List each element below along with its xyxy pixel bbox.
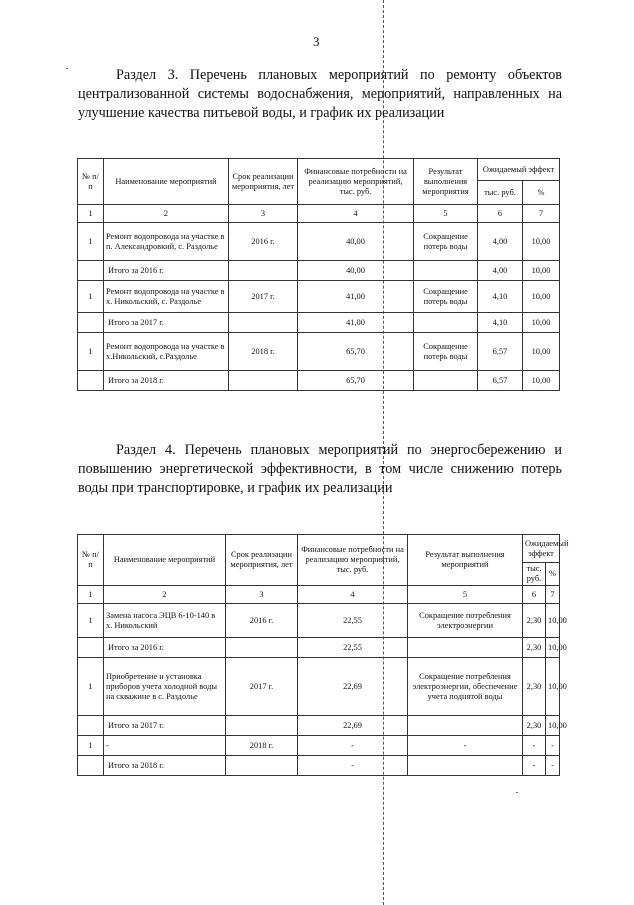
result-cell: Сокращение потерь воды bbox=[414, 223, 478, 261]
effect-pct-cell: 10,00 bbox=[523, 313, 560, 333]
column-index-cell: 3 bbox=[229, 205, 298, 223]
column-index-cell: 1 bbox=[78, 586, 104, 604]
column-index-row bbox=[78, 586, 560, 604]
column-index-cell: 7 bbox=[546, 586, 560, 604]
event-name-cell: Итого за 2016 г. bbox=[104, 638, 226, 658]
result-cell: Сокращение потерь воды bbox=[414, 281, 478, 313]
result-cell bbox=[414, 313, 478, 333]
effect-rub-cell: 2,30 bbox=[523, 658, 546, 716]
result-cell: - bbox=[408, 736, 523, 756]
finance-cell: 41,00 bbox=[298, 281, 414, 313]
column-index-cell: 1 bbox=[78, 205, 104, 223]
event-name-cell: Итого за 2017 г. bbox=[104, 313, 229, 333]
event-name-cell: Итого за 2016 г. bbox=[104, 261, 229, 281]
finance-cell: 22,69 bbox=[298, 716, 408, 736]
effect-pct-cell: - bbox=[546, 756, 560, 776]
term-cell: 2016 г. bbox=[226, 604, 298, 638]
column-index-cell: 5 bbox=[414, 205, 478, 223]
effect-pct-cell: 10,00 bbox=[523, 223, 560, 261]
section-4-heading: Раздел 4. Перечень плановых мероприятий по энергосбережению и повышению энергетической эффективности, в том числе снижению потерь воды при транспортировке, и график их реализации bbox=[78, 442, 562, 496]
row-number-cell bbox=[78, 756, 104, 776]
finance-cell: 41,00 bbox=[298, 313, 414, 333]
total-row bbox=[78, 756, 560, 776]
finance-cell: 40,00 bbox=[298, 261, 414, 281]
header-name: Наименование мероприятий bbox=[104, 535, 226, 586]
row-number-cell: 1 bbox=[78, 223, 104, 261]
header-name: Наименование мероприятий bbox=[104, 159, 229, 205]
section-3-table bbox=[77, 158, 560, 391]
event-name-cell: Ремонт водопровода на участке в п. Александровкий, с. Раздолье bbox=[104, 223, 229, 261]
page-number: 3 bbox=[313, 34, 320, 49]
row-number-cell: 1 bbox=[78, 281, 104, 313]
event-name-cell: Итого за 2018 г. bbox=[104, 756, 226, 776]
term-cell bbox=[229, 261, 298, 281]
header-effect: Ожидаемый эффект bbox=[478, 159, 560, 181]
table-row bbox=[78, 736, 560, 756]
result-cell: Сокращение потребления электроэнергии bbox=[408, 604, 523, 638]
header-num: № п/п bbox=[78, 535, 104, 586]
event-name-cell: Ремонт водопровода на участке в х. Никольский, с. Раздолье bbox=[104, 281, 229, 313]
header-term: Срок реализации мероприятия, лет bbox=[229, 159, 298, 205]
section-4-table bbox=[77, 534, 569, 776]
result-cell bbox=[408, 638, 523, 658]
term-cell: 2018 г. bbox=[226, 736, 298, 756]
row-number-cell bbox=[78, 313, 104, 333]
effect-rub-cell: 2,30 bbox=[523, 604, 546, 638]
effect-rub-cell: 6,57 bbox=[478, 371, 523, 391]
effect-pct-cell: 10,00 bbox=[546, 716, 560, 736]
column-index-cell: 6 bbox=[523, 586, 546, 604]
effect-pct-cell: - bbox=[546, 736, 560, 756]
row-number-cell: 1 bbox=[78, 604, 104, 638]
finance-cell: 65,70 bbox=[298, 333, 414, 371]
finance-cell: 22,55 bbox=[298, 638, 408, 658]
row-number-cell: 1 bbox=[78, 736, 104, 756]
term-cell: 2017 г. bbox=[229, 281, 298, 313]
effect-pct-cell: 10,00 bbox=[523, 333, 560, 371]
row-number-cell bbox=[78, 371, 104, 391]
table-row bbox=[78, 333, 560, 371]
table-row bbox=[78, 604, 560, 638]
term-cell: 2018 г. bbox=[229, 333, 298, 371]
column-index-cell: 3 bbox=[226, 586, 298, 604]
header-finance: Финансовые потребности на реализацию мероприятий, тыс. руб. bbox=[298, 535, 408, 586]
effect-rub-cell: 2,30 bbox=[523, 638, 546, 658]
column-index-cell: 2 bbox=[104, 205, 229, 223]
effect-rub-cell: - bbox=[523, 736, 546, 756]
column-index-cell: 7 bbox=[523, 205, 560, 223]
column-index-row bbox=[78, 205, 560, 223]
finance-cell: - bbox=[298, 756, 408, 776]
scan-speck bbox=[516, 792, 518, 793]
column-index-cell: 4 bbox=[298, 205, 414, 223]
header-effect-rub: тыс. руб. bbox=[523, 563, 546, 586]
row-number-cell bbox=[78, 638, 104, 658]
effect-rub-cell: 4,10 bbox=[478, 281, 523, 313]
header-finance: Финансовые потребности на реализацию мероприятий, тыс. руб. bbox=[298, 159, 414, 205]
result-cell bbox=[408, 716, 523, 736]
column-index-cell: 4 bbox=[298, 586, 408, 604]
result-cell: Сокращение потерь воды bbox=[414, 333, 478, 371]
row-number-cell: 1 bbox=[78, 333, 104, 371]
effect-rub-cell: 4,10 bbox=[478, 313, 523, 333]
term-cell bbox=[229, 313, 298, 333]
header-effect-rub: тыс. руб. bbox=[478, 181, 523, 205]
result-cell bbox=[414, 261, 478, 281]
column-index-cell: 5 bbox=[408, 586, 523, 604]
result-cell bbox=[408, 756, 523, 776]
effect-pct-cell: 10,00 bbox=[546, 604, 560, 638]
header-effect-pct: % bbox=[546, 563, 560, 586]
effect-pct-cell: 10,00 bbox=[546, 658, 560, 716]
finance-cell: 40,00 bbox=[298, 223, 414, 261]
finance-cell: 65,70 bbox=[298, 371, 414, 391]
term-cell: 2016 г. bbox=[229, 223, 298, 261]
effect-rub-cell: - bbox=[523, 756, 546, 776]
event-name-cell: Итого за 2018 г. bbox=[104, 371, 229, 391]
effect-pct-cell: 10,00 bbox=[523, 371, 560, 391]
header-num: № п/п bbox=[78, 159, 104, 205]
section-3-heading: Раздел 3. Перечень плановых мероприятий по ремонту объектов централизованной системы водоснабжения, мероприятий, направленных на улучшение качества питьевой воды, и график их реализации bbox=[78, 67, 562, 121]
section-4-body bbox=[78, 586, 567, 776]
row-number-cell bbox=[78, 261, 104, 281]
total-row bbox=[78, 371, 560, 391]
effect-rub-cell: 2,30 bbox=[523, 716, 546, 736]
column-index-cell: 6 bbox=[478, 205, 523, 223]
column-index-cell: 2 bbox=[104, 586, 226, 604]
event-name-cell: Приобретение и установка приборов учета холодной воды на скважине в с. Раздолье bbox=[104, 658, 226, 716]
effect-pct-cell: 10,00 bbox=[523, 261, 560, 281]
table-row bbox=[78, 223, 560, 261]
effect-pct-cell: 10,00 bbox=[523, 281, 560, 313]
header-term: Срок реализации мероприятия, лет bbox=[226, 535, 298, 586]
table-row bbox=[78, 281, 560, 313]
header-effect-pct: % bbox=[523, 181, 560, 205]
header-result: Результат выполнения мероприятия bbox=[414, 159, 478, 205]
effect-pct-cell: 10,00 bbox=[546, 638, 560, 658]
event-name-cell: Ремонт водопровода на участке в х.Никольский, с.Раздолье bbox=[104, 333, 229, 371]
event-name-cell: Замена насоса ЭЦВ 6-10-140 в х. Никольский bbox=[104, 604, 226, 638]
total-row bbox=[78, 716, 560, 736]
effect-rub-cell: 6,57 bbox=[478, 333, 523, 371]
result-cell: Сокращение потребления электроэнергии, обеспечение учета поднятой воды bbox=[408, 658, 523, 716]
term-cell bbox=[226, 638, 298, 658]
finance-cell: - bbox=[298, 736, 408, 756]
event-name-cell: Итого за 2017 г. bbox=[104, 716, 226, 736]
term-cell bbox=[229, 371, 298, 391]
term-cell bbox=[226, 716, 298, 736]
term-cell bbox=[226, 756, 298, 776]
term-cell: 2017 г. bbox=[226, 658, 298, 716]
total-row bbox=[78, 261, 560, 281]
result-cell bbox=[414, 371, 478, 391]
row-number-cell bbox=[78, 716, 104, 736]
scan-speck bbox=[66, 68, 68, 69]
header-effect: Ожидаемый эффект bbox=[523, 535, 560, 563]
total-row bbox=[78, 313, 560, 333]
effect-rub-cell: 4,00 bbox=[478, 261, 523, 281]
row-number-cell: 1 bbox=[78, 658, 104, 716]
section-3-body bbox=[78, 205, 560, 391]
effect-rub-cell: 4,00 bbox=[478, 223, 523, 261]
total-row bbox=[78, 638, 560, 658]
finance-cell: 22,55 bbox=[298, 604, 408, 638]
header-result: Результат выполнения мероприятий bbox=[408, 535, 523, 586]
table-row bbox=[78, 658, 560, 716]
event-name-cell: - bbox=[104, 736, 226, 756]
finance-cell: 22,69 bbox=[298, 658, 408, 716]
